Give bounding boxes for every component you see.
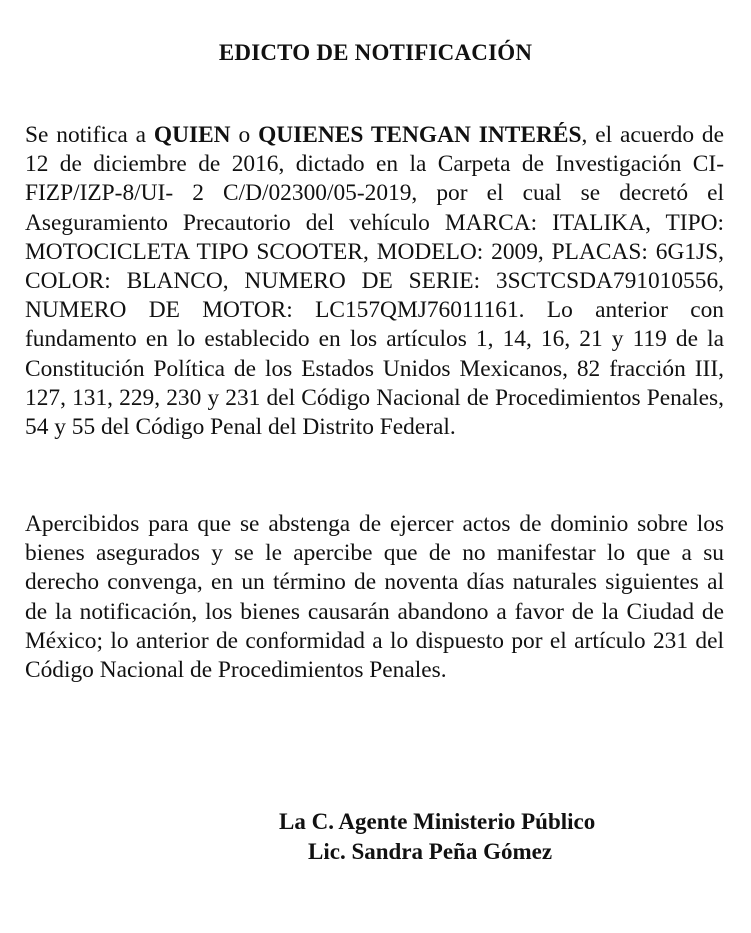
signature-role: La C. Agente Ministerio Público — [279, 809, 596, 834]
paragraph-body: , el acuerdo de 12 de diciembre de 2016, dictado en la Carpeta de Investigación CI-FIZP/IZP-8/UI- 2 C/D/02300/05-2019, por el cual se decretó el Aseguramiento Precautorio del vehículo MARCA: ITALIKA, TIPO: MOTOCICLETA TIPO SCOOTER, MODELO: 2009, PLACAS: 6G1JS, COLOR: BLANCO, NUMERO DE SERIE: 3SCTCSDA791010556, NUMERO DE MOTOR: LC157QMJ76011161. Lo anterior con fundamento en lo establecido en los artículos 1, 14, 16, 21 y 119 de la Constitución Política de los Estados Unidos Mexicanos, 82 fracción III, 127, 131, 229, 230 y 231 del Código Nacional de Procedimientos Penales, 54 y 55 del Código Penal del Distrito Federal. — [25, 122, 725, 441]
document-title: EDICTO DE NOTIFICACIÓN — [218, 40, 533, 65]
signature-name: Lic. Sandra Peña Gómez — [308, 839, 553, 864]
paragraph-connector: o — [230, 122, 259, 148]
paragraph-lead: Se notifica a — [25, 122, 154, 148]
notification-paragraph — [25, 121, 724, 442]
warning-paragraph: Apercibidos para que se abstenga de ejercer actos de dominio sobre los bienes asegurados y se le apercibe que de no manifestar lo que a su derecho convenga, en un término de noventa días naturales siguientes al de la notificación, los bienes causarán abandono a favor de la Ciudad de México; lo anterior de conformidad a lo dispuesto por el artículo 231 del Código Nacional de Procedimientos Penales. — [25, 511, 724, 684]
addressee-quien: QUIEN — [153, 122, 231, 148]
addressee-interested: QUIENES TENGAN INTERÉS — [258, 122, 582, 148]
